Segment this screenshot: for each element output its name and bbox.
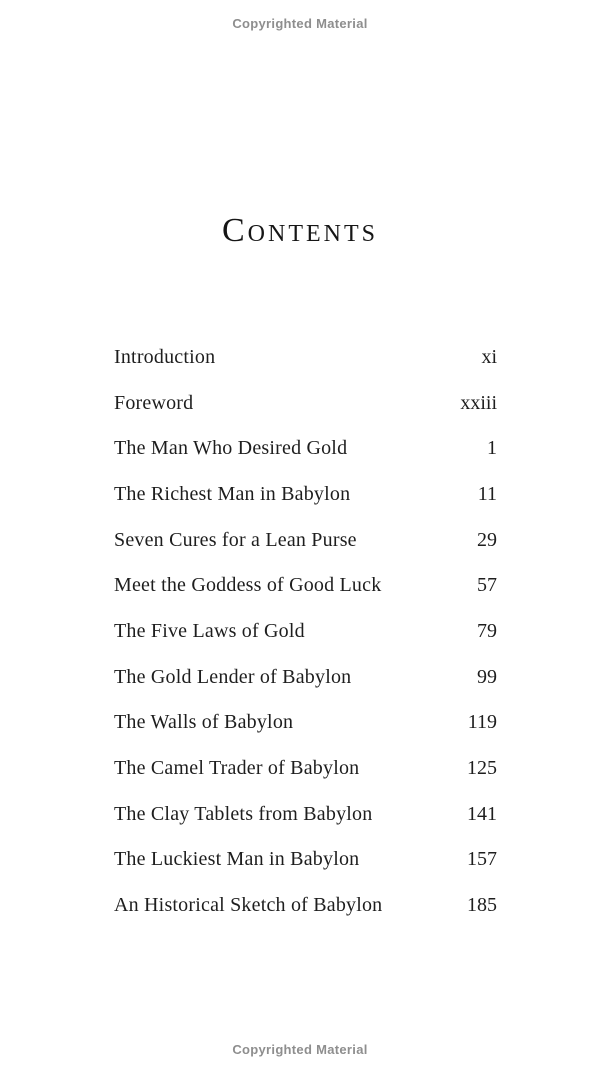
toc-entry — [114, 608, 497, 654]
toc-entry — [114, 745, 497, 791]
toc-entry-title: The Five Laws of Gold — [114, 619, 305, 642]
copyright-watermark-bottom: Copyrighted Material — [232, 1042, 368, 1057]
toc-entry-title: The Luckiest Man in Babylon — [114, 848, 360, 871]
toc-entry-title: The Camel Trader of Babylon — [114, 757, 360, 780]
toc-entry-title: Seven Cures for a Lean Purse — [114, 528, 357, 551]
toc-entry-page: 119 — [467, 711, 497, 734]
toc-entry — [114, 425, 497, 471]
toc-entry — [114, 562, 497, 608]
toc-entry-page: xi — [481, 345, 497, 368]
toc-entry-page: 79 — [477, 619, 497, 642]
toc-entry-page: 57 — [477, 574, 497, 597]
toc-entry — [114, 334, 497, 380]
toc-entry — [114, 700, 497, 746]
toc-entry — [114, 791, 497, 837]
toc-entry-title: Introduction — [114, 345, 216, 368]
toc-entry-page: 99 — [477, 665, 497, 688]
toc-entry-title: The Richest Man in Babylon — [114, 482, 351, 505]
toc-entry-title: The Walls of Babylon — [114, 711, 294, 734]
toc-entry-title: The Man Who Desired Gold — [114, 437, 348, 460]
page-title-initial: C — [221, 212, 248, 249]
table-of-contents — [114, 334, 497, 928]
toc-entry — [114, 471, 497, 517]
toc-entry-page: 1 — [487, 437, 497, 460]
toc-entry-title: An Historical Sketch of Babylon — [114, 894, 383, 917]
toc-entry — [114, 837, 497, 883]
toc-entry — [114, 882, 497, 928]
toc-entry-page: 11 — [477, 482, 497, 505]
toc-entry-page: 141 — [467, 802, 497, 825]
toc-entry-page: 157 — [467, 848, 497, 871]
toc-entry-page: xxiii — [460, 391, 497, 414]
page-title-rest: ONTENTS — [247, 221, 378, 247]
toc-entry — [114, 654, 497, 700]
toc-entry-page: 29 — [477, 528, 497, 551]
toc-entry-page: 125 — [467, 757, 497, 780]
toc-entry-title: Foreword — [114, 391, 194, 414]
toc-entry-page: 185 — [467, 894, 497, 917]
copyright-watermark-top: Copyrighted Material — [232, 16, 368, 31]
toc-entry-title: The Clay Tablets from Babylon — [114, 802, 373, 825]
toc-entry-title: The Gold Lender of Babylon — [114, 665, 352, 688]
toc-entry — [114, 380, 497, 426]
toc-entry — [114, 517, 497, 563]
toc-entry-title: Meet the Goddess of Good Luck — [114, 574, 382, 597]
page-title — [0, 214, 600, 248]
